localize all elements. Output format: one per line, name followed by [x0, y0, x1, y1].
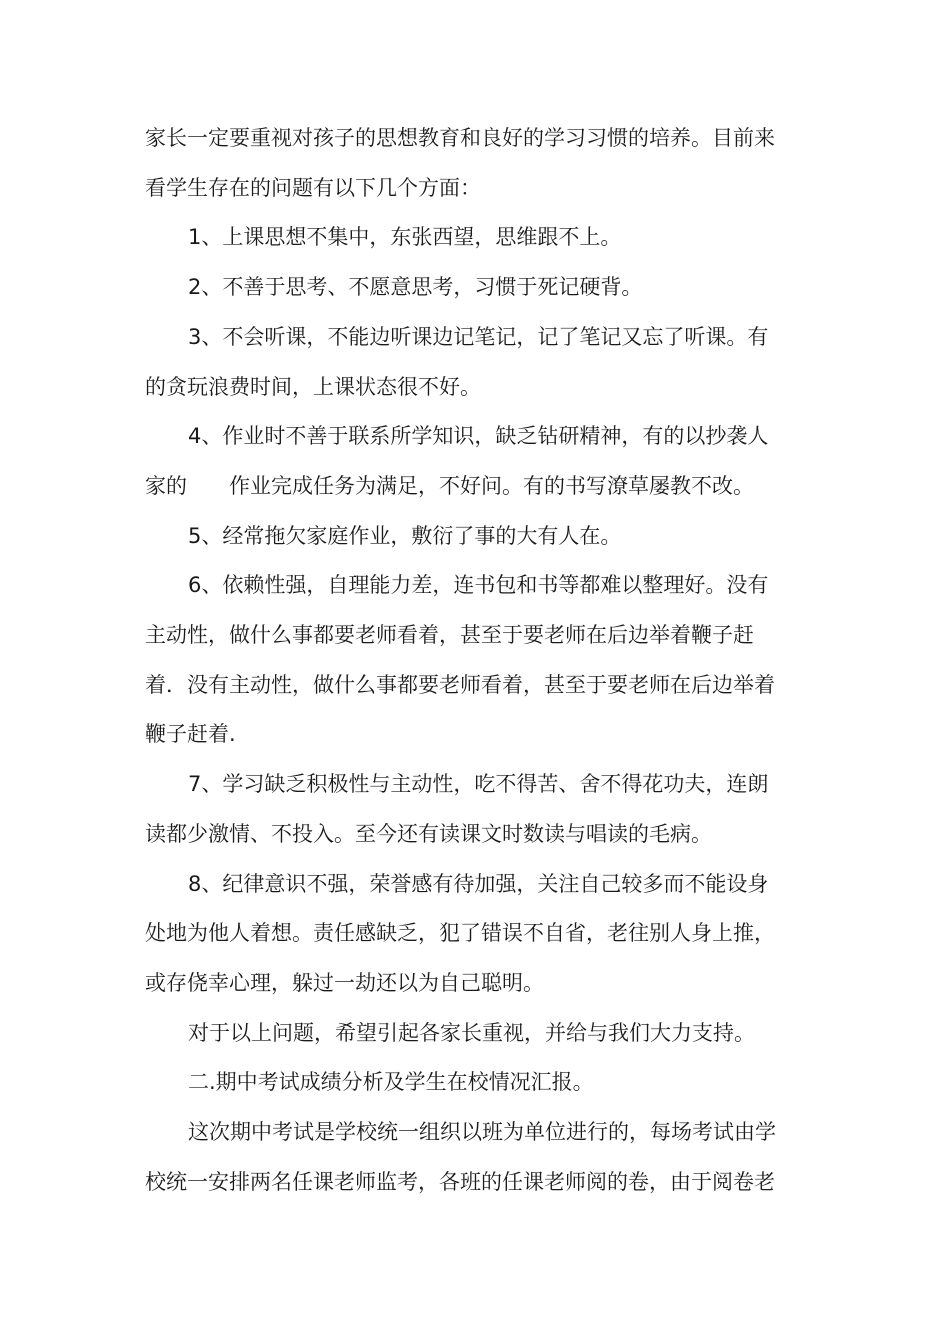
- section-heading: 二.期中考试成绩分析及学生在校情况汇报。: [188, 1070, 594, 1095]
- list-item-5: 5、经常拖欠家庭作业，敷衍了事的大有人在。: [188, 523, 622, 548]
- list-item-8-cont-2: 或存侥幸心理，躲过一劫还以为自己聪明。: [145, 970, 544, 995]
- list-item-8-cont-1: 处地为他人着想。责任感缺乏，犯了错误不自省，老往别人身上推，: [145, 921, 775, 946]
- closing-paragraph: 对于以上问题，希望引起各家长重视，并给与我们大力支持。: [188, 1020, 755, 1045]
- list-item-6: 6、依赖性强，自理能力差，连书包和书等都难以整理好。没有: [188, 573, 769, 598]
- text-line-1: 家长一定要重视对孩子的思想教育和良好的学习习惯的培养。目前来: [145, 126, 775, 150]
- list-item-7: 7、学习缺乏积极性与主动性，吃不得苦、舍不得花功夫，连朗: [188, 772, 769, 797]
- paragraph-line-2: 校统一安排两名任课老师监考，各班的任课老师阅的卷，由于阅卷老: [145, 1169, 775, 1194]
- list-item-6-cont-3: 鞭子赶着.: [145, 722, 236, 747]
- list-item-4: 4、作业时不善于联系所学知识，缺乏钻研精神，有的以抄袭人: [188, 424, 769, 449]
- list-item-2: 2、不善于思考、不愿意思考，习惯于死记硬背。: [188, 275, 643, 300]
- list-item-1: 1、上课思想不集中，东张西望，思维跟不上。: [188, 225, 622, 250]
- list-item-8: 8、纪律意识不强，荣誉感有待加强，关注自己较多而不能设身: [188, 871, 769, 896]
- list-item-7-cont: 读都少激情、不投入。至今还有读课文时数读与唱读的毛病。: [145, 821, 712, 846]
- list-item-4-cont: 家的 作业完成任务为满足，不好问。有的书写潦草屡教不改。: [145, 473, 754, 498]
- document-body: [145, 114, 810, 1207]
- list-item-6-cont-2: 着．没有主动性，做什么事都要老师看着，甚至于要老师在后边举着: [145, 672, 775, 697]
- list-item-3: 3、不会听课，不能边听课边记笔记，记了笔记又忘了听课。有: [188, 324, 769, 349]
- list-item-6-cont-1: 主动性，做什么事都要老师看着，甚至于要老师在后边举着鞭子赶: [145, 623, 754, 648]
- paragraph-line-1: 这次期中考试是学校统一组织以班为单位进行的，每场考试由学: [188, 1120, 776, 1145]
- list-item-3-cont: 的贪玩浪费时间，上课状态很不好。: [145, 374, 481, 399]
- text-line-2: 看学生存在的问题有以下几个方面：: [145, 175, 481, 200]
